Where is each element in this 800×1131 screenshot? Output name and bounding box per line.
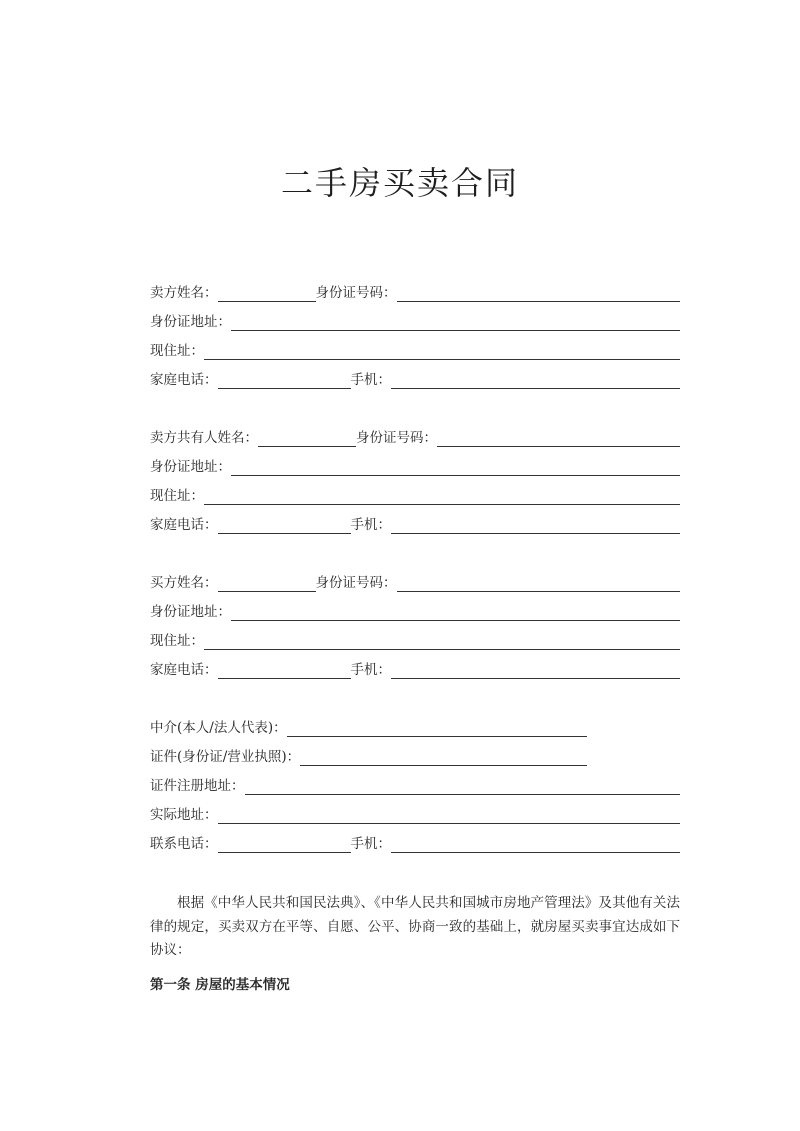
- seller-name-field[interactable]: [218, 285, 316, 302]
- seller-name-label: 卖方姓名：: [150, 285, 218, 301]
- seller-current-address-label: 现住址：: [150, 343, 204, 359]
- buyer-mobile-label: 手机：: [350, 662, 391, 678]
- buyer-current-address-label: 现住址：: [150, 633, 204, 649]
- agent-phone-row: [150, 831, 680, 853]
- buyer-name-label: 买方姓名：: [150, 575, 218, 591]
- buyer-name-field[interactable]: [218, 575, 316, 592]
- co-owner-name-row: [150, 425, 680, 447]
- co-owner-id-address-label: 身份证地址：: [150, 459, 231, 475]
- contract-preamble: 根据《中华人民共和国民法典》、《中华人民共和国城市房地产管理法》及其他有关法律的规定，买卖双方在平等、自愿、公平、协商一致的基础上，就房屋买卖事宜达成如下协议：: [150, 895, 680, 958]
- co-owner-current-address-row: [150, 483, 680, 505]
- co-owner-id-address-row: [150, 454, 680, 476]
- agent-contact-phone-field[interactable]: [218, 836, 351, 853]
- co-owner-current-address-label: 现住址：: [150, 488, 204, 504]
- agent-certificate-row: [150, 744, 587, 766]
- agent-mobile-field[interactable]: [391, 836, 680, 853]
- seller-current-address-row: [150, 338, 680, 360]
- seller-id-number-label: 身份证号码：: [315, 285, 397, 301]
- agent-registered-address-row: [150, 773, 680, 795]
- contract-title: 二手房买卖合同: [280, 164, 519, 202]
- co-owner-id-number-field[interactable]: [437, 430, 680, 447]
- co-owner-mobile-field[interactable]: [391, 517, 680, 534]
- seller-id-number-field[interactable]: [397, 285, 681, 302]
- co-owner-name-field[interactable]: [258, 430, 356, 447]
- seller-phone-row: [150, 367, 680, 389]
- seller-home-phone-label: 家庭电话：: [150, 372, 218, 388]
- co-owner-name-label: 卖方共有人姓名：: [150, 430, 258, 446]
- buyer-phone-row: [150, 657, 680, 679]
- seller-mobile-field[interactable]: [391, 372, 680, 389]
- buyer-home-phone-label: 家庭电话：: [150, 662, 218, 678]
- agent-registered-address-label: 证件注册地址：: [150, 778, 245, 794]
- seller-id-address-row: [150, 309, 680, 331]
- buyer-home-phone-field[interactable]: [218, 662, 351, 679]
- co-owner-id-number-label: 身份证号码：: [356, 430, 437, 446]
- buyer-mobile-field[interactable]: [391, 662, 680, 679]
- agent-actual-address-row: [150, 802, 680, 824]
- buyer-id-number-field[interactable]: [397, 575, 681, 592]
- buyer-name-row: [150, 570, 680, 592]
- agent-registered-address-field[interactable]: [245, 778, 681, 795]
- agent-contact-phone-label: 联系电话：: [150, 836, 218, 852]
- agent-mobile-label: 手机：: [350, 836, 391, 852]
- co-owner-home-phone-label: 家庭电话：: [150, 517, 218, 533]
- agent-actual-address-field[interactable]: [218, 807, 681, 824]
- agent-certificate-field[interactable]: [300, 749, 587, 766]
- buyer-current-address-field[interactable]: [204, 633, 680, 650]
- buyer-current-address-row: [150, 628, 680, 650]
- seller-current-address-field[interactable]: [204, 343, 680, 360]
- seller-id-address-label: 身份证地址：: [150, 314, 231, 330]
- seller-home-phone-field[interactable]: [218, 372, 351, 389]
- buyer-id-address-label: 身份证地址：: [150, 604, 231, 620]
- co-owner-id-address-field[interactable]: [231, 459, 680, 476]
- co-owner-mobile-label: 手机：: [350, 517, 391, 533]
- buyer-id-address-field[interactable]: [231, 604, 680, 621]
- seller-name-row: [150, 280, 680, 302]
- buyer-id-number-label: 身份证号码：: [315, 575, 397, 591]
- agent-certificate-label: 证件(身份证/营业执照)：: [150, 749, 301, 765]
- seller-id-address-field[interactable]: [231, 314, 680, 331]
- co-owner-home-phone-field[interactable]: [218, 517, 351, 534]
- section-1-heading: 第一条 房屋的基本情况: [150, 977, 290, 993]
- buyer-id-address-row: [150, 599, 680, 621]
- co-owner-current-address-field[interactable]: [204, 488, 680, 505]
- seller-mobile-label: 手机：: [350, 372, 391, 388]
- agent-representative-row: [150, 715, 587, 737]
- agent-representative-label: 中介(本人/法人代表)：: [150, 720, 287, 736]
- agent-representative-field[interactable]: [287, 720, 587, 737]
- co-owner-phone-row: [150, 512, 680, 534]
- agent-actual-address-label: 实际地址：: [150, 807, 218, 823]
